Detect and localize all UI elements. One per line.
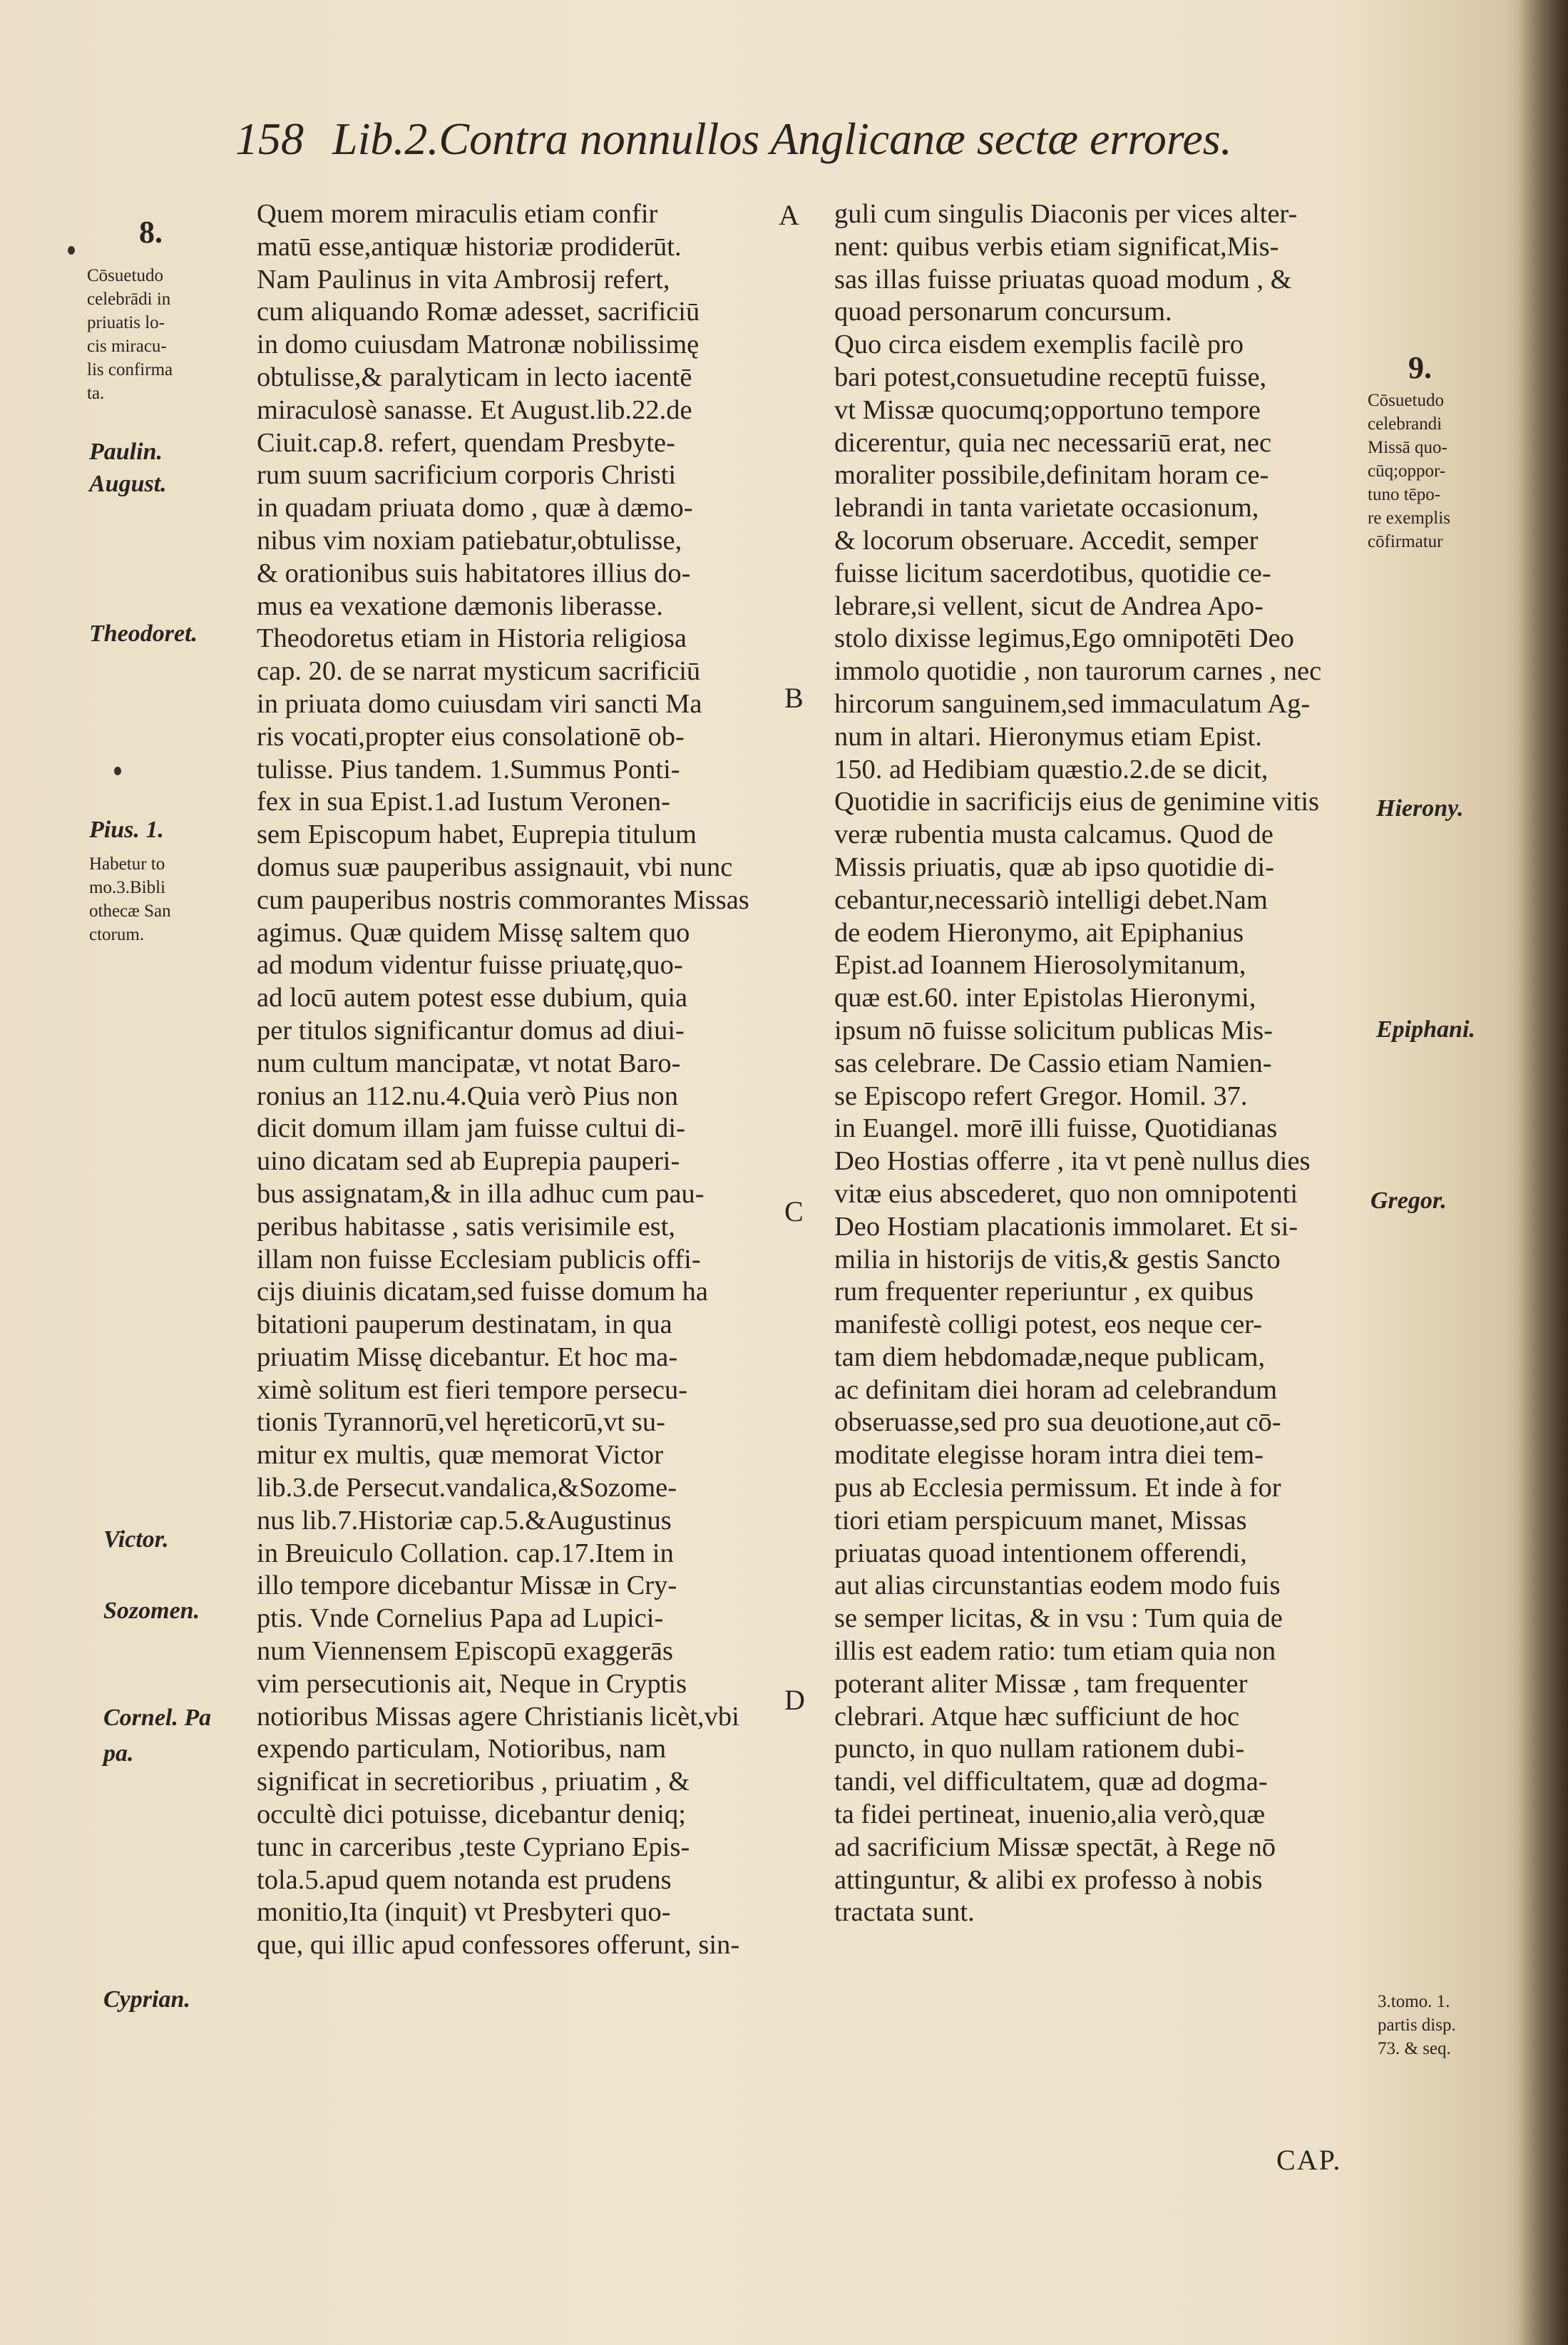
text-line: num in altari. Hieronymus etiam Epist. <box>834 721 1262 752</box>
text-line: Quem morem miraculis etiam confir <box>257 199 658 229</box>
text-line: moraliter possibile,definitam horam ce- <box>834 460 1269 491</box>
margin-name-victor: Victor. <box>103 1526 169 1553</box>
section-letter-b: B <box>784 682 804 714</box>
text-line: tola.5.apud quem notanda est prudens <box>257 1864 672 1895</box>
section-letter-d: D <box>784 1684 805 1716</box>
right-text-column <box>834 198 1362 1929</box>
text-line: tunc in carceribus ,teste Cypriano Epis- <box>257 1831 690 1862</box>
text-line: obtulisse,& paralyticam in lecto iacentē <box>257 362 692 392</box>
margin-name-epiphani: Epiphani. <box>1376 1016 1475 1043</box>
text-line: ximè solitum est fieri tempore persecu- <box>257 1374 688 1405</box>
note-line: Missā quo- <box>1368 438 1447 457</box>
text-line: miraculosè sanasse. Et August.lib.22.de <box>257 394 692 425</box>
text-line: lebrare,si vellent, sicut de Andrea Apo- <box>834 591 1264 621</box>
text-line: puncto, in quo nullam rationem dubi- <box>834 1734 1245 1764</box>
text-line: lebrandi in tanta varietate occasionum, <box>834 493 1259 523</box>
text-line: peribus habitasse , satis verisimile est, <box>257 1211 676 1242</box>
note-line: ta. <box>87 384 105 403</box>
text-line: se Episcopo refert Gregor. Homil. 37. <box>834 1080 1248 1111</box>
note-line: lis confirma <box>87 360 173 379</box>
text-line: per titulos significantur domus ad diui- <box>257 1015 685 1046</box>
text-line: ac definitam diei horam ad celebrandum <box>834 1374 1278 1405</box>
text-line: ronius an 112.nu.4.Quia verò Pius non <box>257 1080 678 1111</box>
text-line: Nam Paulinus in vita Ambrosij refert, <box>257 264 670 295</box>
text-line: tam diem hebdomadæ,neque publicam, <box>834 1342 1266 1372</box>
text-line: aut alias circunstantias eodem modo fuis <box>834 1570 1281 1601</box>
cross-reference-note <box>1378 1990 1456 2060</box>
running-header <box>235 107 1305 171</box>
text-line: fuisse licitum sacerdotibus, quotidie ce- <box>834 558 1271 588</box>
text-line: cum pauperibus nostris commorantes Missas <box>257 884 749 915</box>
right-marginal-number: 9. <box>1408 350 1432 385</box>
text-line: manifestè colligi potest, eos neque cer- <box>834 1309 1263 1340</box>
text-line: & orationibus suis habitatores illius do- <box>257 558 691 588</box>
text-line: lib.3.de Persecut.vandalica,&Sozome- <box>257 1473 677 1503</box>
text-line: ris vocati,propter eius consolationē ob- <box>257 721 685 752</box>
note-line: cūq;oppor- <box>1368 461 1446 481</box>
text-line: nus lib.7.Historiæ cap.5.&Augustinus <box>257 1505 672 1536</box>
note-line: Cōsuetudo <box>87 266 163 285</box>
text-line: guli cum singulis Diaconis per vices alter- <box>834 199 1298 229</box>
text-line: matū esse,antiquæ historiæ prodiderūt. <box>257 231 682 262</box>
text-line: tractata sunt. <box>834 1897 975 1928</box>
text-line: Theodoretus etiam in Historia religiosa <box>257 623 687 654</box>
margin-name-hierony: Hierony. <box>1376 795 1464 822</box>
note-line: tuno tēpo- <box>1368 485 1441 504</box>
text-line: illo tempore dicebantur Missæ in Cry- <box>257 1570 677 1601</box>
text-line: mitur ex multis, quæ memorat Victor <box>257 1440 664 1471</box>
text-line: in quadam priuata domo , quæ à dæmo- <box>257 493 693 523</box>
text-line: stolo dixisse legimus,Ego omnipotēti Deo <box>834 623 1294 654</box>
text-line: priuatim Missę dicebantur. Et hoc ma- <box>257 1342 678 1372</box>
margin-name-cyprian: Cyprian. <box>103 1986 190 2013</box>
text-line: se semper licitas, & in vsu : Tum quia de <box>834 1603 1283 1634</box>
note-line: 73. & seq. <box>1378 2039 1451 2058</box>
text-line: ptis. Vnde Cornelius Papa ad Lupici- <box>257 1603 664 1634</box>
text-line: tulisse. Pius tandem. 1.Summus Ponti- <box>257 754 680 785</box>
ink-spot <box>114 767 121 775</box>
note-line: mo.3.Bibli <box>89 878 165 897</box>
text-line: vt Missæ quocumq;opportuno tempore <box>834 394 1261 425</box>
note-line: cis miracu- <box>87 337 167 356</box>
margin-name-cornel: Cornel. Pa <box>103 1705 212 1731</box>
text-line: mus ea vexatione dæmonis liberasse. <box>257 591 663 621</box>
ink-spot <box>68 246 75 255</box>
text-line: que, qui illic apud confessores offerunt, sin- <box>257 1930 740 1961</box>
text-line: in domo cuiusdam Matronæ nobilissimę <box>257 329 700 360</box>
text-line: immolo quotidie , non taurorum carnes , nec <box>834 656 1322 687</box>
text-line: clebrari. Atque hæc sufficiunt de hoc <box>834 1701 1240 1732</box>
text-line: tionis Tyrannorū,vel hęreticorū,vt su- <box>257 1407 665 1438</box>
section-letter-a: A <box>779 199 799 231</box>
text-line: rum suum sacrificium corporis Christi <box>257 460 677 491</box>
text-line: vitæ eius abscederet, quo non omnipotenti <box>834 1178 1298 1209</box>
text-line: illam non fuisse Ecclesiam publicis offi- <box>257 1244 701 1274</box>
text-line: quoad personarum concursum. <box>834 297 1172 327</box>
margin-name-gregor: Gregor. <box>1370 1187 1447 1214</box>
page-number: 158 <box>235 113 304 164</box>
text-line: tiori etiam perspicuum manet, Missas <box>834 1505 1247 1536</box>
text-line: num cultum mancipatæ, vt notat Baro- <box>257 1048 681 1078</box>
text-line: ad sacrificium Missæ spectāt, à Rege nō <box>834 1831 1276 1862</box>
text-line: & locorum obseruare. Accedit, semper <box>834 525 1259 556</box>
margin-name-paulin: Paulin. <box>89 439 163 465</box>
running-title: Lib.2.Contra nonnullos Anglicanæ sectæ errores. <box>332 113 1232 164</box>
text-line: cum aliquando Romæ adesset, sacrificiū <box>257 297 700 327</box>
text-line: domus suæ pauperibus assignauit, vbi nunc <box>257 852 733 882</box>
text-line: monitio,Ita (inquit) vt Presbyteri quo- <box>257 1897 671 1928</box>
text-line: moditate elegisse horam intra diei tem- <box>834 1440 1264 1471</box>
section-letter-c: C <box>784 1195 804 1227</box>
text-line: ta fidei pertineat, inuenio,alia verò,quæ <box>834 1799 1266 1830</box>
margin-name-theodoret: Theodoret. <box>89 620 198 647</box>
text-line: ipsum nō fuisse solicitum publicas Mis- <box>834 1015 1273 1046</box>
binding-gutter <box>1518 0 1568 2345</box>
text-line: illis est eadem ratio: tum etiam quia non <box>834 1636 1276 1667</box>
note-line: othecæ San <box>89 901 171 921</box>
note-line: ctorum. <box>89 925 145 944</box>
text-line: bari potest,consuetudine receptū fuisse, <box>834 362 1267 392</box>
left-marginal-note <box>87 264 173 405</box>
text-line: milia in historijs de vitis,& gestis Sancto <box>834 1244 1281 1274</box>
text-line: attinguntur, & alibi ex professo à nobis <box>834 1864 1263 1895</box>
text-line: quæ est.60. inter Epistolas Hieronymi, <box>834 983 1256 1013</box>
note-line: re exemplis <box>1368 509 1450 528</box>
text-line: in Euangel. morē illi fuisse, Quotidianas <box>834 1113 1278 1144</box>
text-line: obseruasse,sed pro sua deuotione,aut cō- <box>834 1407 1281 1438</box>
text-line: rum frequenter reperiuntur , ex quibus <box>834 1277 1254 1307</box>
text-line: sas illas fuisse priuatas quoad modum , & <box>834 264 1292 295</box>
text-line: expendo particulam, Notioribus, nam <box>257 1734 667 1764</box>
text-line: poterant aliter Missæ , tam frequenter <box>834 1668 1248 1699</box>
text-line: uino dicatam sed ab Euprepia pauperi- <box>257 1146 680 1177</box>
text-line: sem Episcopum habet, Euprepia titulum <box>257 819 697 850</box>
text-line: ad modum videntur fuisse priuatę,quo- <box>257 950 683 981</box>
text-line: Quo circa eisdem exemplis facilè pro <box>834 329 1244 360</box>
catchword: CAP. <box>1276 2144 1342 2176</box>
text-line: 150. ad Hedibiam quæstio.2.de se dicit, <box>834 754 1269 785</box>
text-line: pus ab Ecclesia permissum. Et inde à for <box>834 1473 1281 1503</box>
text-line: nent: quibus verbis etiam significat,Mis- <box>834 231 1279 262</box>
text-line: tandi, vel difficultatem, quæ ad dogma- <box>834 1767 1268 1797</box>
text-line: dicerentur, quia nec necessariū erat, nec <box>834 427 1272 458</box>
note-line: priuatis lo- <box>87 313 165 332</box>
margin-name-cornel-cont: pa. <box>103 1740 134 1767</box>
margin-name-sozomen: Sozomen. <box>103 1598 200 1624</box>
margin-name-august: August. <box>89 471 167 497</box>
text-line: in priuata domo cuiusdam viri sancti Ma <box>257 688 702 719</box>
text-line: num Viennensem Episcopū exaggerās <box>257 1636 673 1667</box>
note-line: Habetur to <box>89 854 165 874</box>
text-line: dicit domum illam jam fuisse cultui di- <box>257 1113 685 1144</box>
note-line: partis disp. <box>1378 2016 1456 2035</box>
note-line: celebrādi in <box>87 290 171 309</box>
text-line: Ciuit.cap.8. refert, quendam Presbyte- <box>257 427 675 458</box>
text-line: sas celebrare. De Cassio etiam Namien- <box>834 1048 1272 1078</box>
note-line: celebrandi <box>1368 414 1443 434</box>
text-line: Epist.ad Ioannem Hierosolymitanum, <box>834 950 1246 981</box>
text-line: Missis priuatis, quæ ab ipso quotidie di- <box>834 852 1275 882</box>
right-marginal-note <box>1368 389 1450 553</box>
text-line: fex in sua Epist.1.ad Iustum Veronen- <box>257 787 670 817</box>
text-line: Quotidie in sacrificijs eius de genimine vitis <box>834 787 1320 817</box>
left-text-column <box>257 198 770 1962</box>
text-line: agimus. Quæ quidem Missę saltem quo <box>257 917 690 948</box>
note-line: cōfirmatur <box>1368 532 1443 551</box>
text-line: ad locū autem potest esse dubium, quia <box>257 983 688 1013</box>
text-line: occultè dici potuisse, dicebantur deniq; <box>257 1799 686 1830</box>
note-line: 3.tomo. 1. <box>1378 1992 1450 2011</box>
text-line: bus assignatam,& in illa adhuc cum pau- <box>257 1178 704 1209</box>
note-line: Cōsuetudo <box>1368 391 1444 410</box>
text-line: Deo Hostiam placationis immolaret. Et si- <box>834 1211 1298 1242</box>
text-line: cijs diuinis dicatam,sed fuisse domum ha <box>257 1277 709 1307</box>
text-line: nibus vim noxiam patiebatur,obtulisse, <box>257 525 682 556</box>
text-line: in Breuiculo Collation. cap.17.Item in <box>257 1538 674 1568</box>
left-marginal-number: 8. <box>139 215 163 250</box>
text-line: Deo Hostias offerre , ita vt penè nullus dies <box>834 1146 1311 1177</box>
pius-source-note <box>89 852 171 946</box>
text-line: veræ rubentia musta calcamus. Quod de <box>834 819 1274 850</box>
margin-name-pius: Pius. 1. <box>89 817 164 843</box>
text-line: de eodem Hieronymo, ait Epiphanius <box>834 917 1244 948</box>
text-line: hircorum sanguinem,sed immaculatum Ag- <box>834 688 1311 719</box>
text-line: bitationi pauperum destinatam, in qua <box>257 1309 672 1340</box>
text-line: significat in secretioribus , priuatim , & <box>257 1767 690 1797</box>
text-line: cap. 20. de se narrat mysticum sacrificiū <box>257 656 701 687</box>
text-line: cebantur,necessariò intelligi debet.Nam <box>834 884 1268 915</box>
text-line: notioribus Missas agere Christianis licèt,vbi <box>257 1701 739 1732</box>
text-line: priuatas quoad intentionem offerendi, <box>834 1538 1247 1568</box>
text-line: vim persecutionis ait, Neque in Cryptis <box>257 1668 687 1699</box>
